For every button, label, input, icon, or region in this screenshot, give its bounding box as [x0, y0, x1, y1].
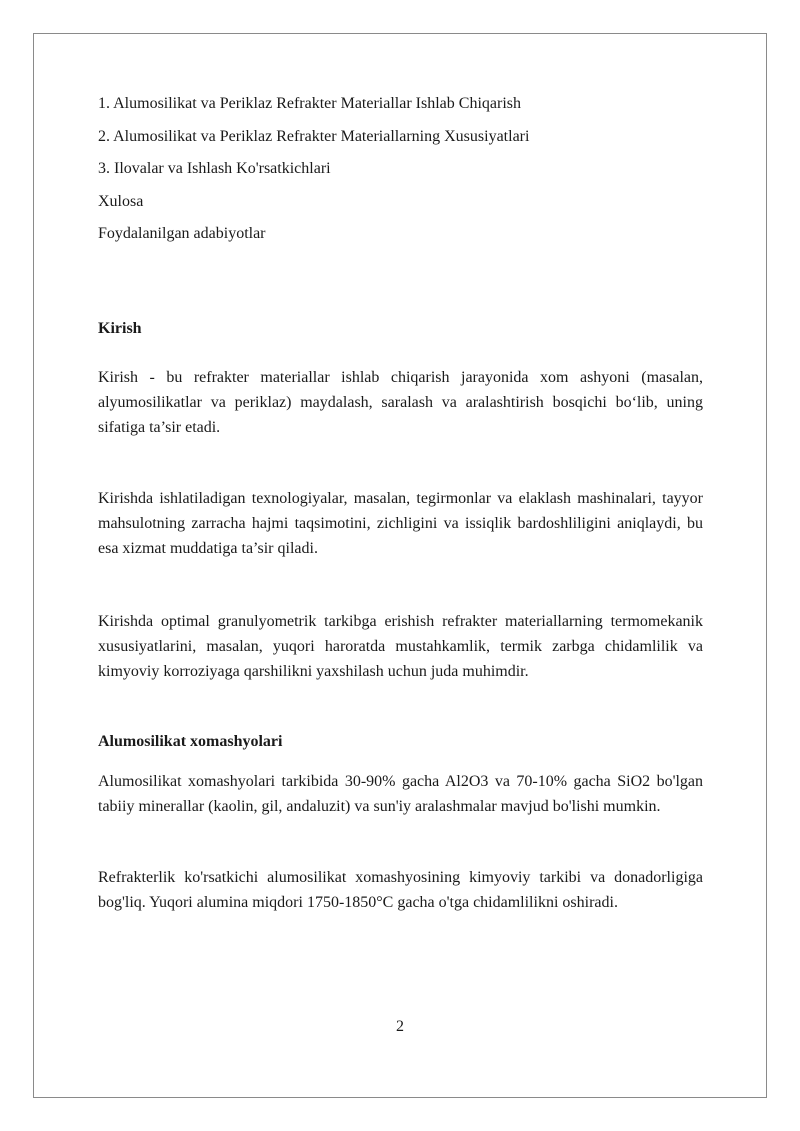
raw-materials-heading: Alumosilikat xomashyolari: [98, 733, 283, 750]
raw-materials-paragraph-1: Alumosilikat xomashyolari tarkibida 30-90% gacha Al2O3 va 70-10% gacha SiO2 bo'lgan tabiiy minerallar (kaolin, gil, andaluzit) va sun'iy aralashmalar mavjud bo'lishi mumkin.: [98, 773, 703, 815]
intro-paragraph-3: Kirishda optimal granulyometrik tarkibga erishish refrakter materiallarning termomekanik xususiyatlarini, masalan, yuqori haroratda mustahkamlik, termik zarbga chidamlilik va kimyoviy korroziyaga qarshilikni yaxshilash uchun juda muhimdir.: [98, 613, 703, 680]
page-number: 2: [396, 1018, 404, 1035]
intro-heading: Kirish: [98, 320, 142, 337]
toc-item-1: 1. Alumosilikat va Periklaz Refrakter Materiallar Ishlab Chiqarish: [98, 95, 521, 112]
raw-materials-paragraph-2: Refrakterlik ko'rsatkichi alumosilikat xomashyosining kimyoviy tarkibi va donadorligiga bog'liq. Yuqori alumina miqdori 1750-1850°C gacha o'tga chidamlilikni oshiradi.: [98, 869, 703, 911]
intro-paragraph-1: Kirish - bu refrakter materiallar ishlab chiqarish jarayonida xom ashyoni (masalan, alyumosilikatlar va periklaz) maydalash, saralash va aralashtirish bosqichi bo‘lib, uning sifatiga ta’sir etadi.: [98, 369, 703, 436]
toc-item-references: Foydalanilgan adabiyotlar: [98, 225, 266, 242]
intro-paragraph-2: Kirishda ishlatiladigan texnologiyalar, masalan, tegirmonlar va elaklash mashinalari, tayyor mahsulotning zarracha hajmi taqsimotini, zichligini va issiqlik bardoshliligini aniqlaydi, bu esa xizmat muddatiga ta’sir qiladi.: [98, 490, 703, 557]
toc-item-2: 2. Alumosilikat va Periklaz Refrakter Materiallarning Xususiyatlari: [98, 127, 530, 145]
toc-item-3: 3. Ilovalar va Ishlash Ko'rsatkichlari: [98, 160, 331, 177]
toc-item-conclusion: Xulosa: [98, 192, 144, 210]
page-content: [98, 94, 703, 915]
